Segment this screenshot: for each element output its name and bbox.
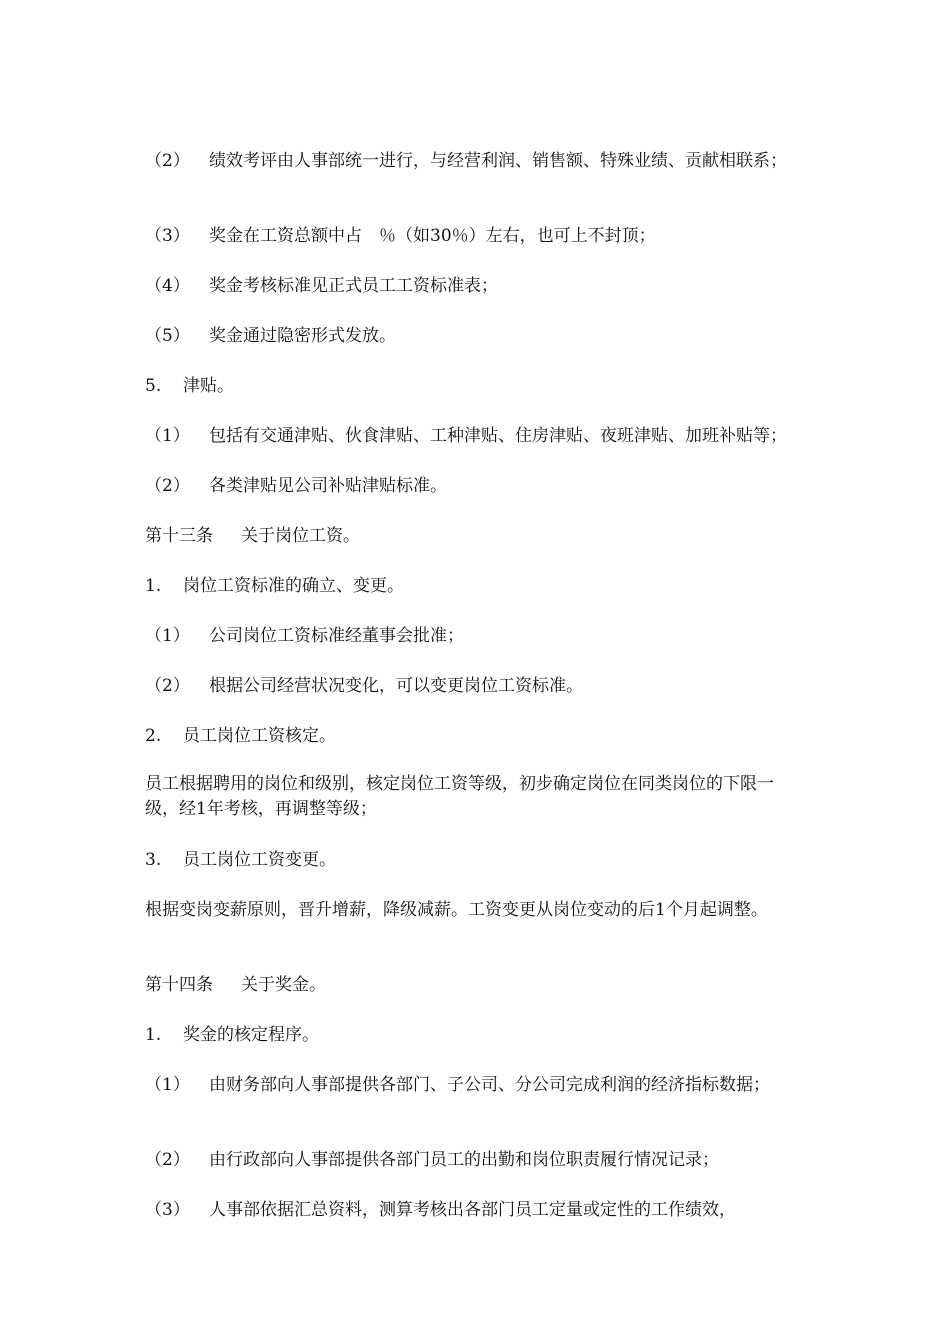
item-number: （3） (145, 1200, 190, 1220)
item-text: 奖金考核标准见正式员工工资标准表； (209, 276, 498, 296)
item-text: 奖金通过隐密形式发放。 (209, 326, 396, 346)
body-paragraph (145, 898, 820, 923)
item-text: 人事部依据汇总资料，测算考核出各部门员工定量或定性的工作绩效， (209, 1200, 736, 1220)
item-number: （2） (145, 1150, 190, 1170)
item-number: （4） (145, 276, 190, 296)
item-text: 绩效考评由人事部统一进行，与经营利润、销售额、特殊业绩、贡献相联系； (209, 151, 787, 171)
section-heading (145, 574, 825, 599)
paragraph-item (145, 324, 825, 349)
paragraph-item (145, 674, 825, 699)
paragraph-item (145, 624, 825, 649)
item-text: 员工岗位工资核定。 (183, 726, 336, 746)
item-text: 奖金的核定程序。 (183, 1025, 319, 1045)
section-heading (145, 724, 825, 749)
article-title: 关于奖金。 (241, 975, 326, 995)
article-number: 第十四条 (145, 975, 213, 995)
item-number: （3） (145, 226, 190, 246)
body-paragraph (145, 772, 805, 822)
item-number: （5） (145, 326, 190, 346)
item-text: 津贴。 (183, 376, 234, 396)
article-title: 关于岗位工资。 (241, 526, 360, 546)
section-heading (145, 1023, 825, 1048)
paragraph-item (145, 474, 825, 499)
item-number: 2. (145, 726, 162, 746)
section-heading (145, 374, 825, 399)
item-text: 各类津贴见公司补贴津贴标准。 (209, 476, 447, 496)
item-text: 公司岗位工资标准经董事会批准； (209, 626, 464, 646)
item-text: 由财务部向人事部提供各部门、子公司、分公司完成利润的经济指标数据； (209, 1075, 770, 1095)
item-number: （1） (145, 626, 190, 646)
article-heading (145, 524, 825, 549)
item-number: 5. (145, 376, 162, 396)
paragraph-item (145, 424, 845, 449)
item-number: （1） (145, 426, 190, 446)
article-number: 第十三条 (145, 526, 213, 546)
item-text: 员工根据聘用的岗位和级别，核定岗位工资等级，初步确定岗位在同类岗位的下限一级，经1年考核，再调整等级； (145, 774, 774, 819)
article-heading (145, 973, 825, 998)
item-number: （2） (145, 151, 190, 171)
item-number: 1. (145, 576, 162, 596)
paragraph-item (145, 149, 825, 174)
item-number: 3. (145, 850, 162, 870)
item-text: 根据公司经营状况变化，可以变更岗位工资标准。 (209, 676, 583, 696)
paragraph-item (145, 274, 825, 299)
item-number: （2） (145, 676, 190, 696)
item-text: 由行政部向人事部提供各部门员工的出勤和岗位职责履行情况记录； (209, 1150, 719, 1170)
item-text: 根据变岗变薪原则，晋升增薪，降级减薪。工资变更从岗位变动的后1个月起调整。 (145, 900, 768, 920)
item-text: 包括有交通津贴、伙食津贴、工种津贴、住房津贴、夜班津贴、加班补贴等； (209, 426, 787, 446)
item-number: 1. (145, 1025, 162, 1045)
paragraph-item (145, 1148, 825, 1173)
paragraph-item (145, 224, 825, 249)
section-heading (145, 848, 825, 873)
item-text: 员工岗位工资变更。 (183, 850, 336, 870)
item-number: （1） (145, 1075, 190, 1095)
paragraph-item (145, 1198, 825, 1223)
item-text: 奖金在工资总额中占 ％（如30％）左右，也可上不封顶； (209, 226, 656, 246)
paragraph-item (145, 1073, 825, 1098)
item-number: （2） (145, 476, 190, 496)
item-text: 岗位工资标准的确立、变更。 (183, 576, 404, 596)
